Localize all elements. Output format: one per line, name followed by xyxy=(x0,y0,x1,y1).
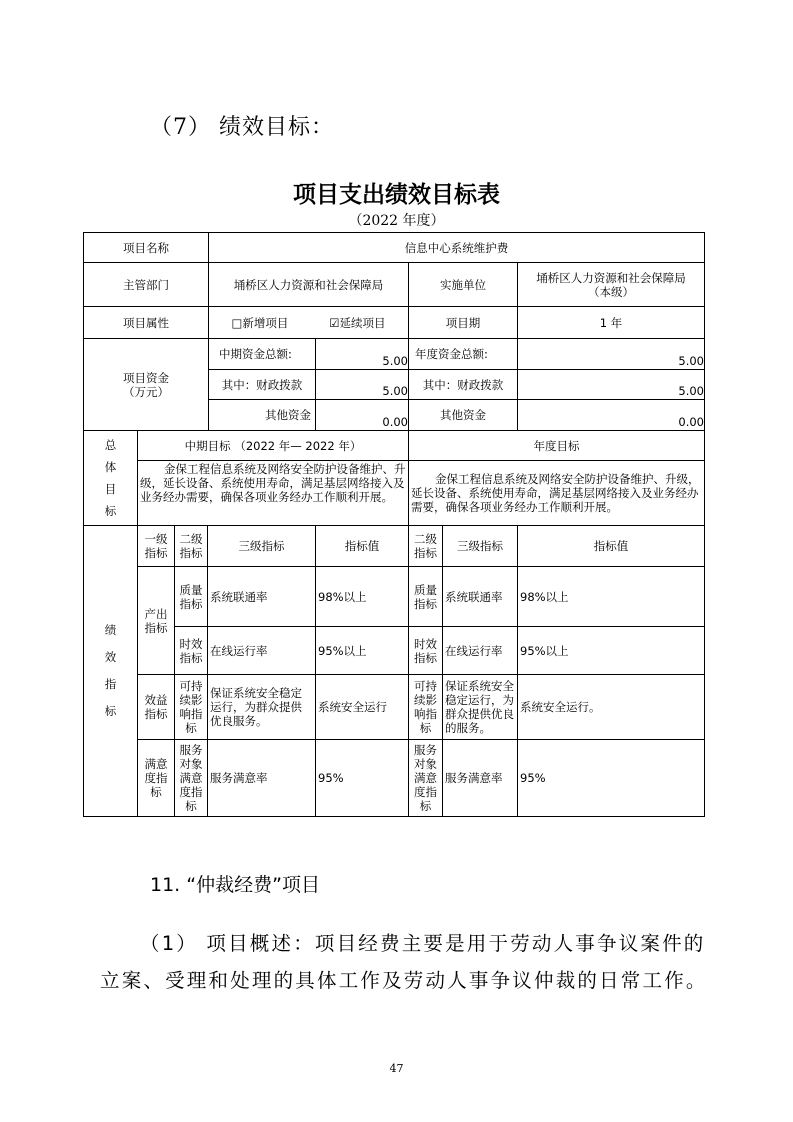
mid-total-value: 5.00 xyxy=(315,338,409,370)
mid-other-value: 0.00 xyxy=(315,399,409,431)
benefit-l2b: 可持续影响指标 xyxy=(408,674,443,740)
benefit-valb: 系统安全运行。 xyxy=(517,674,705,740)
row2-l2: 时效指标 xyxy=(174,626,208,675)
dept-label: 主管部门 xyxy=(83,262,209,307)
year-other-value: 0.00 xyxy=(517,399,705,431)
year-total-label: 年度资金总额: xyxy=(408,338,518,370)
hdr-valb: 指标值 xyxy=(517,525,705,567)
section-heading: （7） 绩效目标： xyxy=(150,115,334,140)
attr-options xyxy=(208,306,409,339)
year-other-label: 其他资金 xyxy=(408,399,518,431)
hdr-l3: 三级指标 xyxy=(207,525,316,567)
dept-value: 埇桥区人力资源和社会保障局 xyxy=(208,262,409,307)
period-label: 项目期 xyxy=(408,306,518,339)
page-number: 47 xyxy=(389,1062,404,1075)
row1-l3: 系统联通率 xyxy=(207,566,316,627)
satisfaction-l2: 服务对象满意度指标 xyxy=(174,739,208,817)
output-label: 产出指标 xyxy=(137,566,175,675)
perf-label: 绩效指标 xyxy=(83,525,138,817)
goal-label: 总体目标 xyxy=(83,430,138,526)
benefit-l2: 可持续影响指标 xyxy=(174,674,208,740)
satisfaction-label: 满意度指标 xyxy=(137,739,175,817)
year-goal-text: 金保工程信息系统及网络安全防护设备维护、升级，延长设备、系统使用寿命，满足基层网络接入及业务经办需要，确保各项业务经办工作顺利开展。 xyxy=(408,460,705,526)
new-project-checkbox[interactable]: □新增项目 xyxy=(231,315,289,330)
hdr-l2b: 二级指标 xyxy=(408,525,443,567)
row1-valb: 98%以上 xyxy=(517,566,705,627)
mid-goal-label: 中期目标 （2022 年— 2022 年） xyxy=(137,430,409,461)
year-goal-label: 年度目标 xyxy=(408,430,705,461)
period-value: 1 年 xyxy=(517,306,705,339)
hdr-val: 指标值 xyxy=(315,525,409,567)
satisfaction-l3: 服务满意率 xyxy=(207,739,316,817)
paragraph-2: 立案、受理和处理的具体工作及劳动人事争议仲裁的日常工作。 xyxy=(100,969,708,992)
hdr-l1: 一级指标 xyxy=(137,525,175,567)
row2-l3: 在线运行率 xyxy=(207,626,316,675)
satisfaction-l3b: 服务满意率 xyxy=(442,739,518,817)
mid-other-label: 其他资金 xyxy=(208,399,316,431)
row1-l2: 质量指标 xyxy=(174,566,208,627)
row2-l2b: 时效指标 xyxy=(408,626,443,675)
row1-val: 98%以上 xyxy=(315,566,409,627)
satisfaction-valb: 95% xyxy=(517,739,705,817)
paragraph-1: （1） 项目概述：项目经费主要是用于劳动人事争议案件的 xyxy=(140,932,706,955)
year-fiscal-value: 5.00 xyxy=(517,369,705,400)
row2-valb: 95%以上 xyxy=(517,626,705,675)
benefit-val: 系统安全运行 xyxy=(315,674,409,740)
attr-label: 项目属性 xyxy=(83,306,209,339)
satisfaction-l2b: 服务对象满意度指标 xyxy=(408,739,443,817)
funds-label: 项目资金（万元） xyxy=(83,338,209,431)
project-name-label: 项目名称 xyxy=(83,232,209,263)
satisfaction-val: 95% xyxy=(315,739,409,817)
benefit-l3b: 保证系统安全稳定运行，为群众提供优良的服务。 xyxy=(442,674,518,740)
table-title: 项目支出绩效目标表 xyxy=(293,182,500,208)
mid-goal-text: 金保工程信息系统及网络安全防护设备维护、升级，延长设备、系统使用寿命，满足基层网络接入及业务经办需要，确保各项业务经办工作顺利开展。 xyxy=(137,460,409,526)
row2-val: 95%以上 xyxy=(315,626,409,675)
year-total-value: 5.00 xyxy=(517,338,705,370)
table-year: （2022 年度） xyxy=(348,213,445,229)
hdr-l3b: 三级指标 xyxy=(442,525,518,567)
mid-total-label: 中期资金总额: xyxy=(208,338,316,370)
mid-fiscal-label: 其中：财政拨款 xyxy=(208,369,316,400)
hdr-l2: 二级指标 xyxy=(174,525,208,567)
row2-l3b: 在线运行率 xyxy=(442,626,518,675)
row1-l2b: 质量指标 xyxy=(408,566,443,627)
benefit-label: 效益指标 xyxy=(137,674,175,740)
project-name-value: 信息中心系统维护费 xyxy=(208,232,705,263)
year-fiscal-label: 其中：财政拨款 xyxy=(408,369,518,400)
benefit-l3: 保证系统安全稳定运行，为群众提供优良服务。 xyxy=(207,674,316,740)
mid-fiscal-value: 5.00 xyxy=(315,369,409,400)
continued-project-checkbox[interactable]: ☑延续项目 xyxy=(329,315,386,330)
row1-l3b: 系统联通率 xyxy=(442,566,518,627)
item-11-heading: 11. “仲裁经费”项目 xyxy=(150,874,320,896)
impl-label: 实施单位 xyxy=(408,262,518,307)
impl-value: 埇桥区人力资源和社会保障局（本级） xyxy=(517,262,705,307)
